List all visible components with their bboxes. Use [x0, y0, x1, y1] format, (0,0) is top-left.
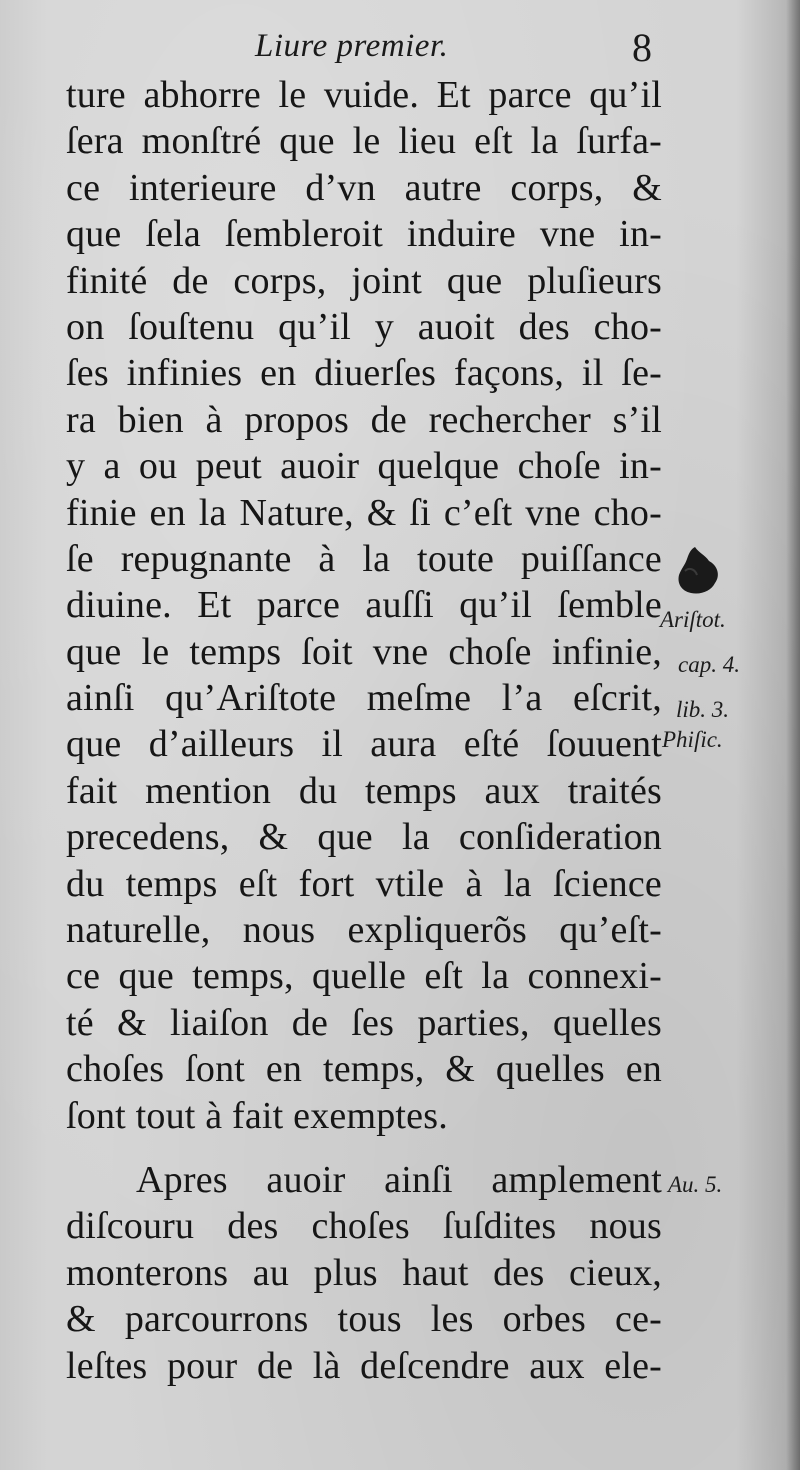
text-line: precedens, & que la conſideration — [66, 816, 662, 859]
body-text — [66, 72, 662, 1389]
margin-note: Ariſtot. — [660, 607, 726, 632]
running-head-title: Liure premier. — [255, 28, 449, 64]
margin-note: Phiſic. — [662, 727, 723, 752]
page-edge-shadow — [786, 0, 800, 1470]
ink-blot-icon — [675, 545, 721, 597]
text-line: que le temps ſoit vne choſe infinie, — [66, 630, 662, 673]
text-line: on ſouſtenu qu’il y auoit des cho- — [66, 305, 662, 348]
page-number: 8 — [632, 25, 652, 70]
text-line: finie en la Nature, & ſi c’eſt vne cho- — [66, 491, 662, 534]
text-line: fait mention du temps aux traités — [66, 769, 662, 812]
text-line: du temps eſt fort vtile à la ſcience — [66, 862, 662, 905]
text-line: té & liaiſon de ſes parties, quelles — [66, 1001, 662, 1044]
margin-note: lib. 3. — [676, 697, 730, 722]
text-line: ture abhorre le vuide. Et parce qu’il — [66, 74, 662, 116]
text-line: monterons au plus haut des cieux, — [66, 1251, 662, 1294]
running-head — [0, 22, 800, 72]
text-line: choſes ſont en temps, & quelles en — [66, 1048, 662, 1091]
text-line: finité de corps, joint que pluſieurs — [66, 259, 662, 302]
text-line: que ſela ſembleroit induire vne in- — [66, 213, 662, 256]
paragraph-gap — [66, 1139, 662, 1157]
text-line: naturelle, nous expliquerõs qu’eſt- — [66, 909, 662, 952]
margin-note: cap. 4. — [678, 652, 740, 677]
paragraph — [66, 1157, 662, 1389]
text-line: ainſi qu’Ariſtote meſme l’a eſcrit, — [66, 677, 662, 720]
text-line: que d’ailleurs il aura eſté ſouuent — [66, 723, 662, 766]
text-line: ſera monſtré que le lieu eſt la ſurfa- — [66, 120, 662, 163]
text-line: y a ou peut auoir quelque choſe in- — [66, 445, 662, 488]
text-line: ſe repugnante à la toute puiſſance — [66, 537, 662, 580]
text-line: ſont tout à fait exemptes. — [66, 1094, 448, 1137]
text-line: ra bien à propos de rechercher s’il — [66, 398, 662, 441]
text-line: Apres auoir ainſi amplement — [136, 1158, 662, 1201]
text-line: diuine. Et parce auſſi qu’il ſemble — [66, 584, 662, 627]
text-line: leſtes pour de là deſcendre aux ele- — [66, 1344, 662, 1387]
text-line: ce interieure d’vn autre corps, & — [66, 166, 662, 209]
margin-note: Au. 5. — [668, 1172, 723, 1197]
text-line: ſes infinies en diuerſes façons, il ſe- — [66, 352, 662, 395]
text-line: & parcourrons tous les orbes ce- — [66, 1298, 662, 1341]
text-line: ce que temps, quelle eſt la connexi- — [66, 955, 662, 998]
text-line: diſcouru des choſes ſuſdites nous — [66, 1205, 662, 1248]
paragraph — [66, 72, 662, 1139]
